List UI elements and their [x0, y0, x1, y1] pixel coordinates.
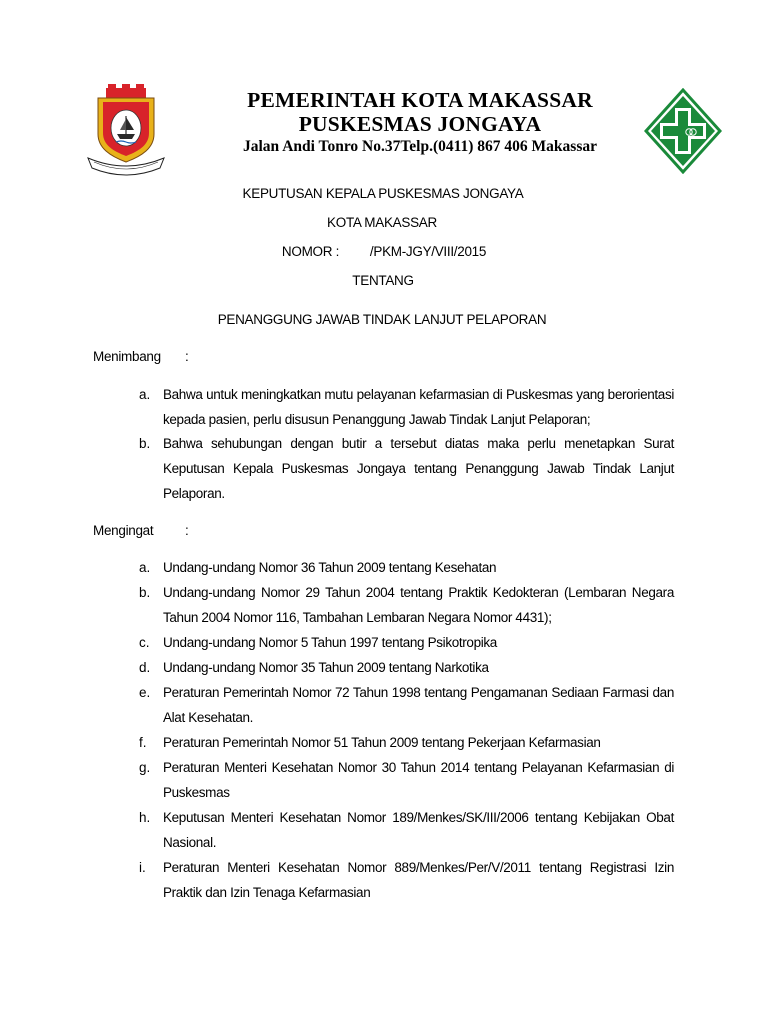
- list-marker: f.: [139, 735, 147, 750]
- mengingat-heading: [93, 523, 189, 538]
- list-marker: c.: [139, 635, 150, 650]
- nomor-label: NOMOR :: [281, 244, 340, 259]
- list-item-text: Undang-undang Nomor 36 Tahun 2009 tentang Kesehatan: [163, 560, 497, 575]
- list-marker: b.: [139, 436, 151, 451]
- menimbang-colon: :: [185, 349, 189, 364]
- decree-city: KOTA MAKASSAR: [327, 215, 437, 230]
- list-marker: a.: [139, 560, 151, 575]
- list-item-text: Bahwa sehubungan dengan butir a tersebut diatas maka perlu menetapkan Surat Keputusan Kepala Puskesmas Jongaya tentang Penanggung Jawab Tindak Lanjut Pelaporan.: [163, 436, 674, 501]
- list-marker: d.: [139, 660, 151, 675]
- list-item-text: Undang-undang Nomor 35 Tahun 2009 tentang Narkotika: [163, 660, 489, 675]
- list-item-text: Bahwa untuk meningkatkan mutu pelayanan kefarmasian di Puskesmas yang berorientasi kepada pasien, perlu disusun Penanggung Jawab Tindak Lanjut Pelaporan;: [163, 387, 674, 427]
- makassar-emblem-icon: [86, 84, 166, 176]
- list-item-text: Undang-undang Nomor 5 Tahun 1997 tentang Psikotropika: [163, 635, 497, 650]
- decree-number: [0, 244, 768, 259]
- list-item-text: Keputusan Menteri Kesehatan Nomor 189/Menkes/SK/III/2006 tentang Kebijakan Obat Nasional.: [163, 810, 674, 850]
- list-item-text: Peraturan Pemerintah Nomor 72 Tahun 1998 tentang Pengamanan Sediaan Farmasi dan Alat Kesehatan.: [163, 685, 674, 725]
- list-marker: a.: [139, 387, 151, 402]
- menimbang-label: Menimbang: [93, 349, 161, 364]
- mengingat-colon: :: [185, 523, 189, 538]
- list-item-text: Undang-undang Nomor 29 Tahun 2004 tentang Praktik Kedokteran (Lembaran Negara Tahun 2004 Nomor 116, Tambahan Lembaran Negara Nomor 4431);: [163, 585, 674, 625]
- list-marker: i.: [139, 860, 146, 875]
- nomor-value: /PKM-JGY/VIII/2015: [369, 244, 487, 259]
- list-marker: e.: [139, 685, 151, 700]
- puskesmas-logo-icon: [644, 88, 722, 174]
- government-name: PEMERINTAH KOTA MAKASSAR: [247, 88, 593, 112]
- list-item-text: Peraturan Pemerintah Nomor 51 Tahun 2009 tentang Pekerjaan Kefarmasian: [163, 735, 601, 750]
- list-marker: b.: [139, 585, 151, 600]
- decree-about: TENTANG: [352, 273, 414, 288]
- menimbang-heading: [93, 349, 189, 364]
- decree-title: KEPUTUSAN KEPALA PUSKESMAS JONGAYA: [242, 186, 524, 201]
- list-marker: g.: [139, 760, 151, 775]
- list-marker: h.: [139, 810, 151, 825]
- address-line: Jalan Andi Tonro No.37Telp.(0411) 867 406 Makassar: [243, 138, 597, 155]
- list-item-text: Peraturan Menteri Kesehatan Nomor 889/Menkes/Per/V/2011 tentang Registrasi Izin Praktik dan Izin Tenaga Kefarmasian: [163, 860, 674, 900]
- mengingat-label: Mengingat: [93, 523, 154, 538]
- decree-subject: PENANGGUNG JAWAB TINDAK LANJUT PELAPORAN: [217, 312, 547, 327]
- puskesmas-name: PUSKESMAS JONGAYA: [298, 112, 542, 136]
- list-item-text: Peraturan Menteri Kesehatan Nomor 30 Tahun 2014 tentang Pelayanan Kefarmasian di Puskesmas: [163, 760, 674, 800]
